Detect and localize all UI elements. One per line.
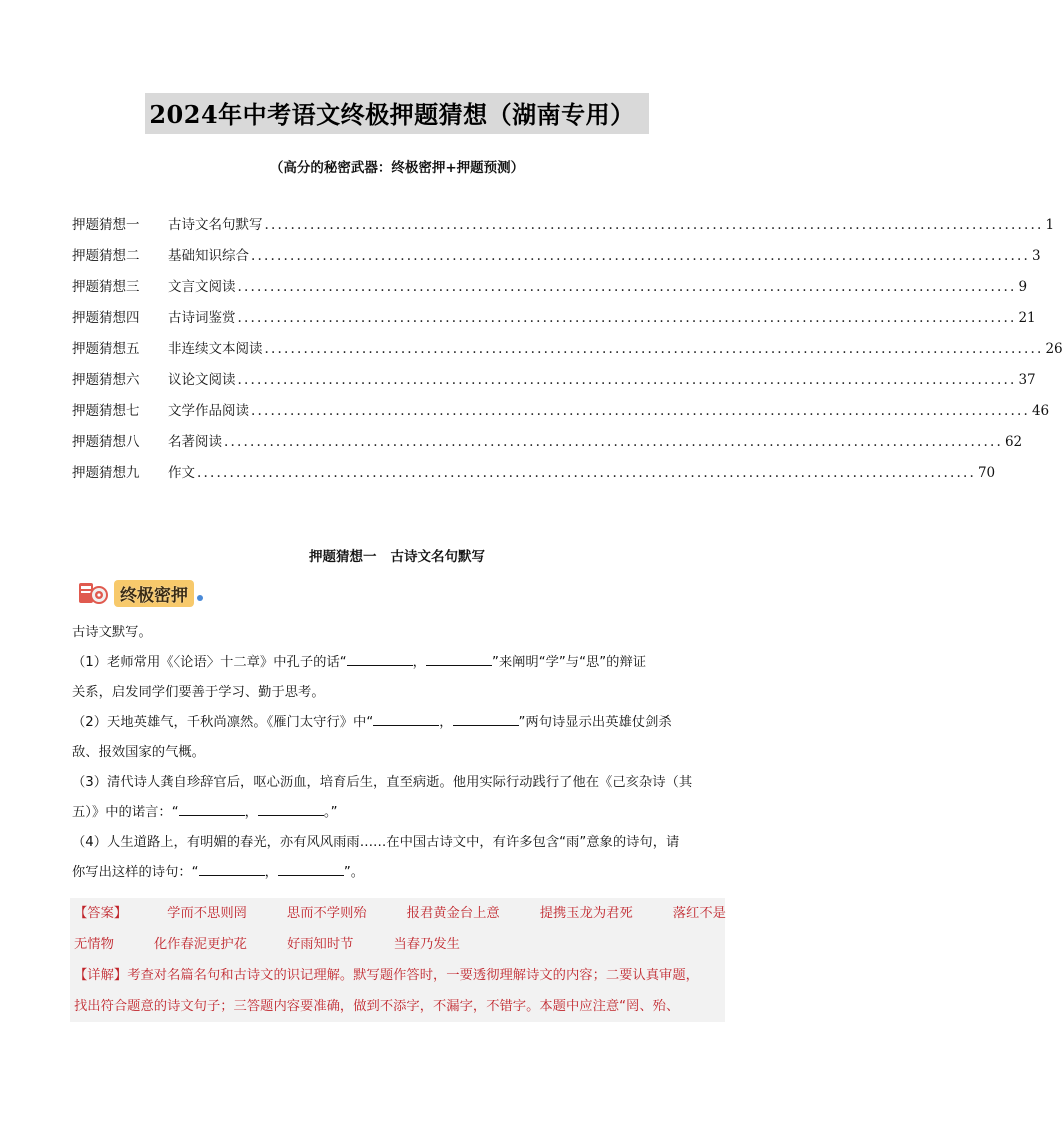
answer-blank[interactable]	[426, 651, 492, 666]
question-line: （4）人生道路上，有明媚的春光，亦有风风雨雨……在中国古诗文中，有许多包含“雨”意象的诗句，请	[72, 835, 680, 850]
answer-item: 当春乃发生	[393, 937, 460, 952]
toc-label: 押题猜想二	[72, 248, 140, 264]
intro-line: 古诗文默写。	[72, 625, 152, 640]
toc-page: 70	[977, 465, 996, 481]
toc-row[interactable]	[72, 244, 1041, 275]
toc-name: 非连续文本阅读	[168, 341, 263, 357]
answer-blank[interactable]	[347, 651, 413, 666]
toc-leader: ........................................................................................................................	[251, 248, 1030, 264]
detail-text: 找出符合题意的诗文句子；三答题内容要准确，做到不添字，不漏字，不错字。本题中应注意“罔、殆、	[74, 999, 680, 1014]
answer-item: 报君黄金台上意	[406, 906, 500, 921]
answer-blank[interactable]	[278, 861, 344, 876]
answer-row	[74, 929, 726, 960]
toc-leader: ........................................................................................................................	[264, 217, 1044, 233]
question-text: 你写出这样的诗句：“	[72, 865, 199, 880]
toc-label: 押题猜想六	[72, 372, 140, 388]
toc-page: 46	[1031, 403, 1050, 419]
document-subtitle: （高分的秘密武器：终极密押+押题预测）	[269, 160, 525, 176]
toc-name: 作文	[168, 465, 195, 481]
badge-label: 终极密押	[114, 580, 194, 607]
table-of-contents	[72, 213, 1063, 492]
question-block	[72, 618, 724, 888]
badge	[78, 578, 203, 608]
toc-name: 文言文阅读	[168, 279, 236, 295]
question-text: ”来阐明“学”与“思”的辩证	[491, 655, 647, 670]
document-title: 2024年中考语文终极押题猜想（湖南专用）	[145, 93, 648, 134]
target-icon	[78, 580, 108, 606]
question-line	[72, 798, 724, 828]
section-heading	[0, 545, 794, 565]
question-line: 敌、报效国家的气概。	[72, 745, 205, 760]
answer-item: 落红不是	[672, 906, 726, 921]
detail-row	[74, 960, 726, 991]
toc-row[interactable]	[72, 306, 1036, 337]
toc-leader: ........................................................................................................................	[197, 465, 976, 481]
answer-item: 无情物	[74, 937, 114, 952]
question-text: ，	[439, 715, 453, 730]
toc-leader: ........................................................................................................................	[224, 434, 1003, 450]
toc-name: 古诗文名句默写	[168, 217, 263, 233]
question-text: ，	[264, 865, 278, 880]
question-text: ，	[244, 805, 258, 820]
question-line	[72, 648, 724, 678]
answer-label: 【答案】	[74, 906, 128, 921]
toc-leader: ........................................................................................................................	[237, 310, 1017, 326]
toc-row[interactable]	[72, 368, 1036, 399]
question-line	[72, 708, 724, 738]
question-line: 关系，启发同学们要善于学习、勤于思考。	[72, 685, 325, 700]
toc-label: 押题猜想九	[72, 465, 140, 481]
toc-page: 26	[1045, 341, 1063, 357]
detail-row	[74, 991, 726, 1022]
answer-blank[interactable]	[453, 711, 519, 726]
badge-dot	[197, 595, 203, 601]
toc-name: 古诗词鉴赏	[168, 310, 236, 326]
toc-page: 3	[1031, 248, 1041, 264]
detail-text: 考查对名篇名句和古诗文的识记理解。默写题作答时，一要透彻理解诗文的内容；二要认真审题，	[127, 968, 699, 983]
toc-page: 1	[1045, 217, 1055, 233]
section-label: 押题猜想一	[309, 549, 377, 565]
question-text: （1）老师常用《〈论语〉十二章》中孔子的话“	[72, 655, 347, 670]
toc-row[interactable]	[72, 399, 1050, 430]
toc-row[interactable]	[72, 213, 1055, 244]
question-text: （2）天地英雄气，千秋尚凛然。《雁门太守行》中“	[72, 715, 374, 730]
toc-leader: ........................................................................................................................	[237, 372, 1017, 388]
toc-label: 押题猜想八	[72, 434, 140, 450]
toc-leader: ........................................................................................................................	[251, 403, 1030, 419]
question-line: （3）清代诗人龚自珍辞官后，呕心沥血，培育后生，直至病逝。他用实际行动践行了他在《己亥杂诗（其	[72, 775, 693, 790]
toc-label: 押题猜想四	[72, 310, 140, 326]
detail-label: 【详解】	[74, 968, 128, 983]
answer-blank[interactable]	[179, 801, 245, 816]
toc-leader: ........................................................................................................................	[264, 341, 1044, 357]
toc-name: 名著阅读	[168, 434, 222, 450]
answer-section	[74, 898, 726, 1022]
toc-name: 议论文阅读	[168, 372, 236, 388]
toc-name: 文学作品阅读	[168, 403, 249, 419]
question-text: ”两句诗显示出英雄仗剑杀	[518, 715, 672, 730]
answer-item: 提携玉龙为君死	[539, 906, 633, 921]
toc-label: 押题猜想三	[72, 279, 140, 295]
toc-label: 押题猜想七	[72, 403, 140, 419]
title-wrap	[0, 93, 794, 134]
section-name: 古诗文名句默写	[390, 549, 485, 565]
question-text: ”。	[343, 865, 365, 880]
question-text: 五）》中的诺言：“	[72, 805, 179, 820]
toc-label: 押题猜想一	[72, 217, 140, 233]
answer-item: 学而不思则罔	[167, 906, 247, 921]
question-text: 。”	[323, 805, 338, 820]
toc-page: 9	[1018, 279, 1028, 295]
toc-page: 21	[1018, 310, 1036, 326]
answer-blank[interactable]	[199, 861, 265, 876]
answer-item: 化作春泥更护花	[153, 937, 247, 952]
toc-label: 押题猜想五	[72, 341, 140, 357]
answer-item: 好雨知时节	[286, 937, 354, 952]
answer-blank[interactable]	[373, 711, 439, 726]
toc-page: 37	[1018, 372, 1036, 388]
toc-leader: ........................................................................................................................	[237, 279, 1017, 295]
answer-blank[interactable]	[258, 801, 324, 816]
answer-item: 思而不学则殆	[286, 906, 367, 921]
toc-row[interactable]	[72, 461, 996, 492]
toc-row[interactable]	[72, 337, 1063, 368]
answer-row	[74, 898, 726, 929]
question-text: ，	[412, 655, 426, 670]
toc-row[interactable]	[72, 430, 1023, 461]
toc-row[interactable]	[72, 275, 1028, 306]
toc-name: 基础知识综合	[168, 248, 249, 264]
toc-page: 62	[1004, 434, 1023, 450]
question-line	[72, 858, 724, 888]
